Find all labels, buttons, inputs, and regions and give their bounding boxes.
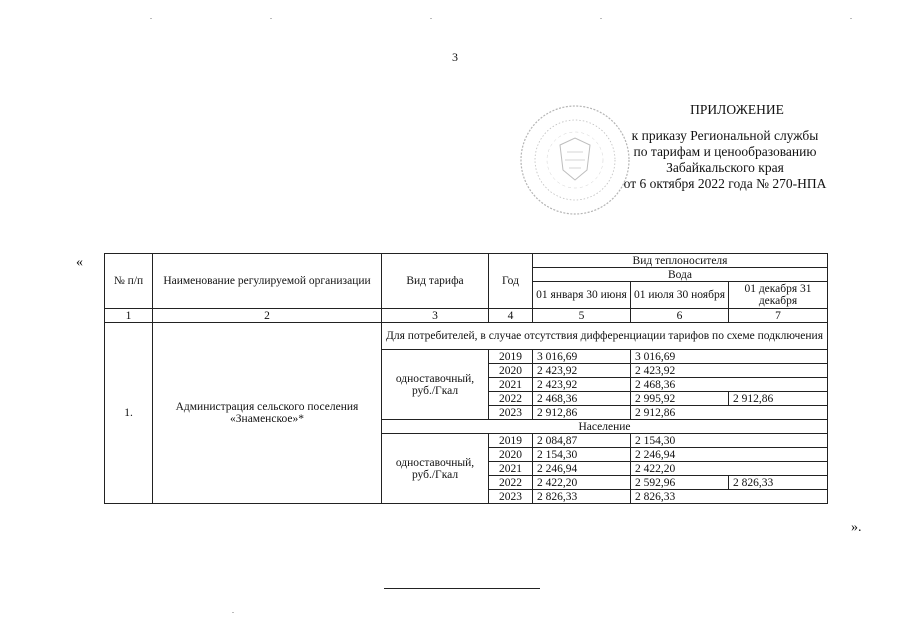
appendix-line: от 6 октября 2022 года № 270-НПА (623, 176, 827, 191)
value-cell: 2 826,33 (631, 490, 828, 504)
tariff-type: одноставочный, руб./Гкал (382, 434, 489, 504)
header-carrier: Вид теплоносителя (533, 254, 828, 268)
column-number: 1 (105, 309, 153, 323)
value-cell: 2 154,30 (631, 434, 828, 448)
value-cell: 2 423,92 (533, 364, 631, 378)
column-number: 7 (729, 309, 828, 323)
quote-close: ». (851, 520, 862, 535)
year-cell: 2022 (489, 476, 533, 490)
column-number-row (105, 309, 828, 323)
organization-name: Администрация сельского поселения «Знаменское»* (153, 323, 382, 504)
value-cell: 2 912,86 (533, 406, 631, 420)
year-cell: 2020 (489, 448, 533, 462)
column-number: 3 (382, 309, 489, 323)
header-num: № п/п (105, 254, 153, 309)
appendix-line: к приказу Региональной службы (631, 128, 819, 143)
value-cell: 2 826,33 (533, 490, 631, 504)
footnote-separator (384, 588, 540, 589)
value-cell: 2 912,86 (631, 406, 828, 420)
scan-speck (270, 18, 272, 19)
scan-speck (850, 18, 852, 19)
tariff-table (104, 253, 828, 504)
scan-speck (150, 18, 152, 19)
value-cell: 2 246,94 (533, 462, 631, 476)
row-number: 1. (105, 323, 153, 504)
tariff-type: одноставочный, руб./Гкал (382, 350, 489, 420)
value-cell: 2 912,86 (729, 392, 828, 406)
value-cell: 2 826,33 (729, 476, 828, 490)
header-row (105, 254, 828, 268)
year-cell: 2023 (489, 490, 533, 504)
group-title: Население (382, 420, 828, 434)
quote-open: « (76, 255, 83, 270)
year-cell: 2021 (489, 378, 533, 392)
value-cell: 2 468,36 (631, 378, 828, 392)
value-cell: 2 154,30 (533, 448, 631, 462)
year-cell: 2019 (489, 434, 533, 448)
header-period-2: 01 июля 30 ноября (631, 282, 729, 309)
value-cell: 3 016,69 (533, 350, 631, 364)
page-number: 3 (452, 50, 458, 64)
column-number: 2 (153, 309, 382, 323)
value-cell: 2 423,92 (631, 364, 828, 378)
year-cell: 2019 (489, 350, 533, 364)
year-cell: 2021 (489, 462, 533, 476)
column-number: 4 (489, 309, 533, 323)
group-title: Для потребителей, в случае отсутствия дифференциации тарифов по схеме подключения (382, 323, 828, 350)
value-cell: 2 423,92 (533, 378, 631, 392)
column-number: 6 (631, 309, 729, 323)
group-title-row (105, 323, 828, 350)
value-cell: 2 422,20 (533, 476, 631, 490)
appendix-line: Забайкальского края (666, 160, 784, 175)
header-period-3: 01 декабря 31 декабря (729, 282, 828, 309)
appendix-line: по тарифам и ценообразованию (633, 144, 817, 159)
year-cell: 2022 (489, 392, 533, 406)
year-cell: 2020 (489, 364, 533, 378)
value-cell: 2 995,92 (631, 392, 729, 406)
appendix-title: ПРИЛОЖЕНИЕ (690, 102, 784, 117)
year-cell: 2023 (489, 406, 533, 420)
appendix-block (580, 102, 870, 192)
header-org: Наименование регулируемой организации (153, 254, 382, 309)
value-cell: 2 468,36 (533, 392, 631, 406)
scan-speck (232, 612, 234, 613)
value-cell: 2 084,87 (533, 434, 631, 448)
column-number: 5 (533, 309, 631, 323)
header-water: Вода (533, 268, 828, 282)
scan-speck (430, 18, 432, 19)
header-period-1: 01 января 30 июня (533, 282, 631, 309)
value-cell: 2 246,94 (631, 448, 828, 462)
value-cell: 2 422,20 (631, 462, 828, 476)
value-cell: 2 592,96 (631, 476, 729, 490)
header-tariff-type: Вид тарифа (382, 254, 489, 309)
value-cell: 3 016,69 (631, 350, 828, 364)
header-year: Год (489, 254, 533, 309)
scan-speck (600, 18, 602, 19)
